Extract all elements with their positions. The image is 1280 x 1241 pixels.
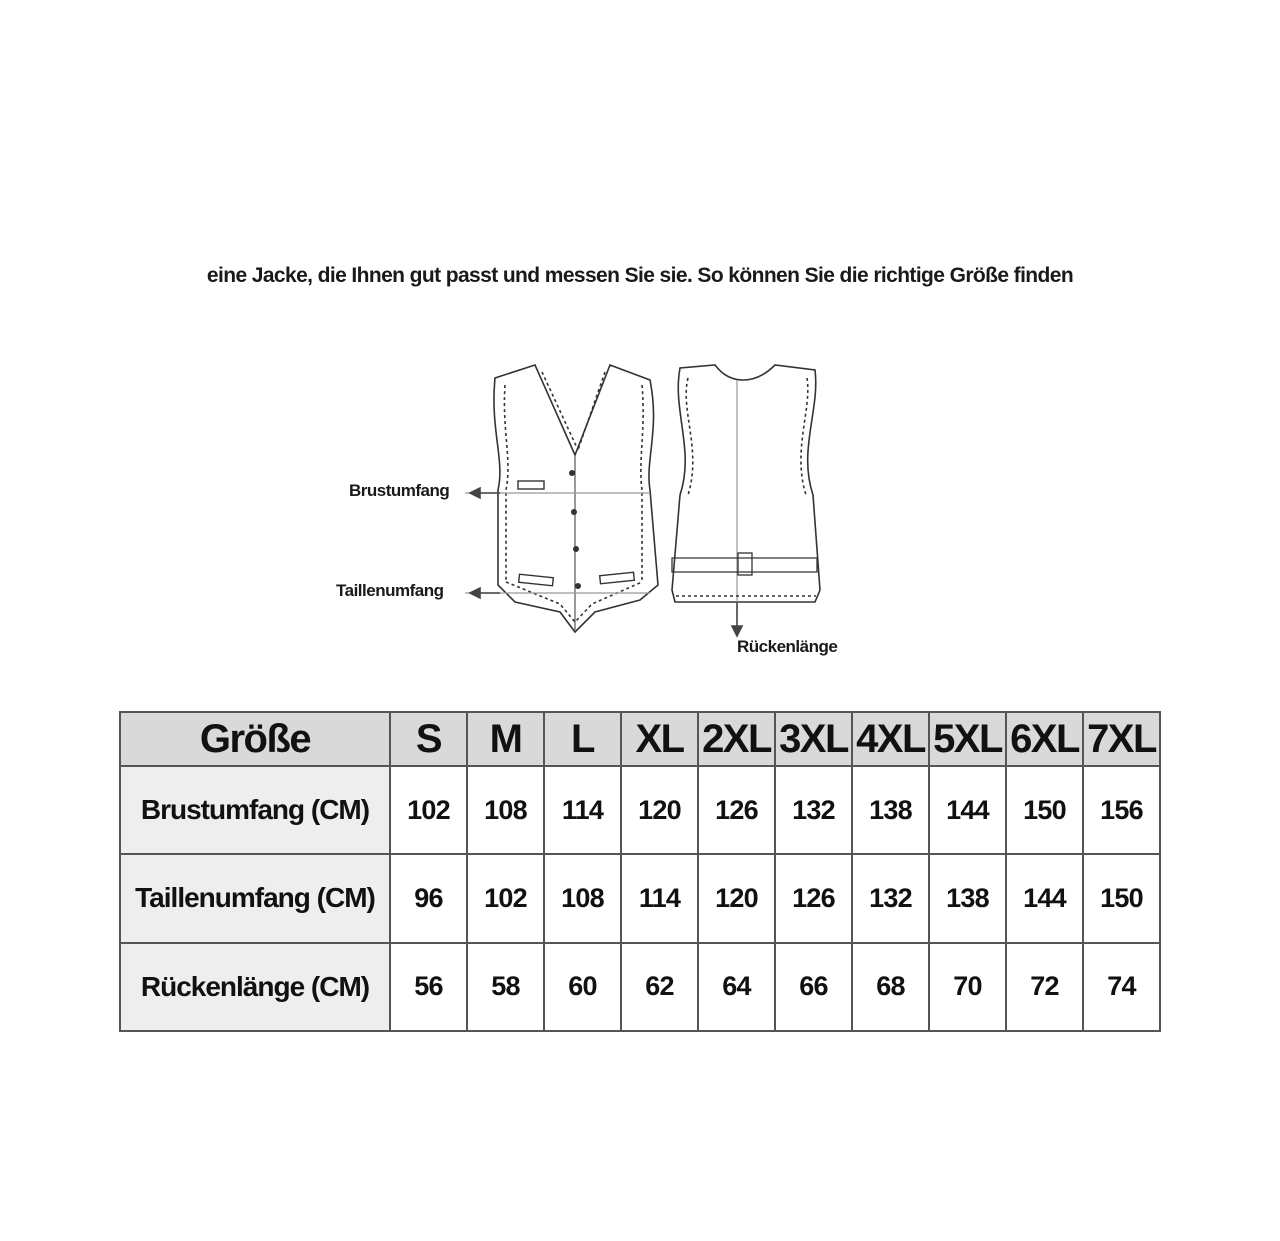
measurement-cell: 62 [621,943,698,1031]
size-header-cell: M [467,712,544,766]
size-header-cell: 2XL [698,712,775,766]
vest-back-drawing [672,365,820,620]
measurement-cell: 114 [544,766,621,854]
table-row [120,854,1160,942]
measurement-cell: 138 [852,766,929,854]
chest-label: Brustumfang [349,481,450,500]
measurement-cell: 132 [852,854,929,942]
vest-illustration [320,350,880,670]
size-header-cell: L [544,712,621,766]
size-header-cell: S [390,712,467,766]
measurement-cell: 102 [467,854,544,942]
measurement-cell: 132 [775,766,852,854]
measurement-cell: 58 [467,943,544,1031]
size-header-label: Größe [120,712,390,766]
measurement-cell: 126 [698,766,775,854]
measurement-cell: 68 [852,943,929,1031]
measurement-cell: 150 [1006,766,1083,854]
waist-arrow [470,588,500,598]
size-header-cell: 5XL [929,712,1006,766]
table-row [120,766,1160,854]
measurement-cell: 72 [1006,943,1083,1031]
back-length-arrow [732,602,742,636]
measurement-cell: 96 [390,854,467,942]
measurement-cell: 60 [544,943,621,1031]
waist-label: Taillenumfang [336,581,444,600]
size-chart-table [119,711,1161,1032]
table-row [120,943,1160,1031]
measurement-cell: 150 [1083,854,1160,942]
measurement-cell: 120 [621,766,698,854]
measurement-cell: 66 [775,943,852,1031]
row-label: Brustumfang (CM) [120,766,390,854]
measurement-cell: 74 [1083,943,1160,1031]
row-label: Taillenumfang (CM) [120,854,390,942]
back-length-label: Rückenlänge [737,637,838,656]
measurement-cell: 120 [698,854,775,942]
vest-front-drawing [465,365,658,632]
measurement-cell: 126 [775,854,852,942]
size-header-cell: 3XL [775,712,852,766]
size-header-cell: 4XL [852,712,929,766]
vest-measurement-diagram [320,350,880,670]
measurement-cell: 108 [467,766,544,854]
measurement-cell: 138 [929,854,1006,942]
row-label: Rückenlänge (CM) [120,943,390,1031]
measurement-cell: 114 [621,854,698,942]
measurement-cell: 70 [929,943,1006,1031]
measurement-cell: 64 [698,943,775,1031]
measurement-cell: 156 [1083,766,1160,854]
size-header-row [120,712,1160,766]
measurement-cell: 108 [544,854,621,942]
measurement-cell: 56 [390,943,467,1031]
chest-arrow [470,488,500,498]
instruction-text: eine Jacke, die Ihnen gut passt und messen Sie sie. So können Sie die richtige Größe finden [206,264,1074,287]
size-header-cell: 6XL [1006,712,1083,766]
size-header-cell: XL [621,712,698,766]
measurement-cell: 144 [1006,854,1083,942]
measurement-cell: 144 [929,766,1006,854]
size-header-cell: 7XL [1083,712,1160,766]
measurement-cell: 102 [390,766,467,854]
